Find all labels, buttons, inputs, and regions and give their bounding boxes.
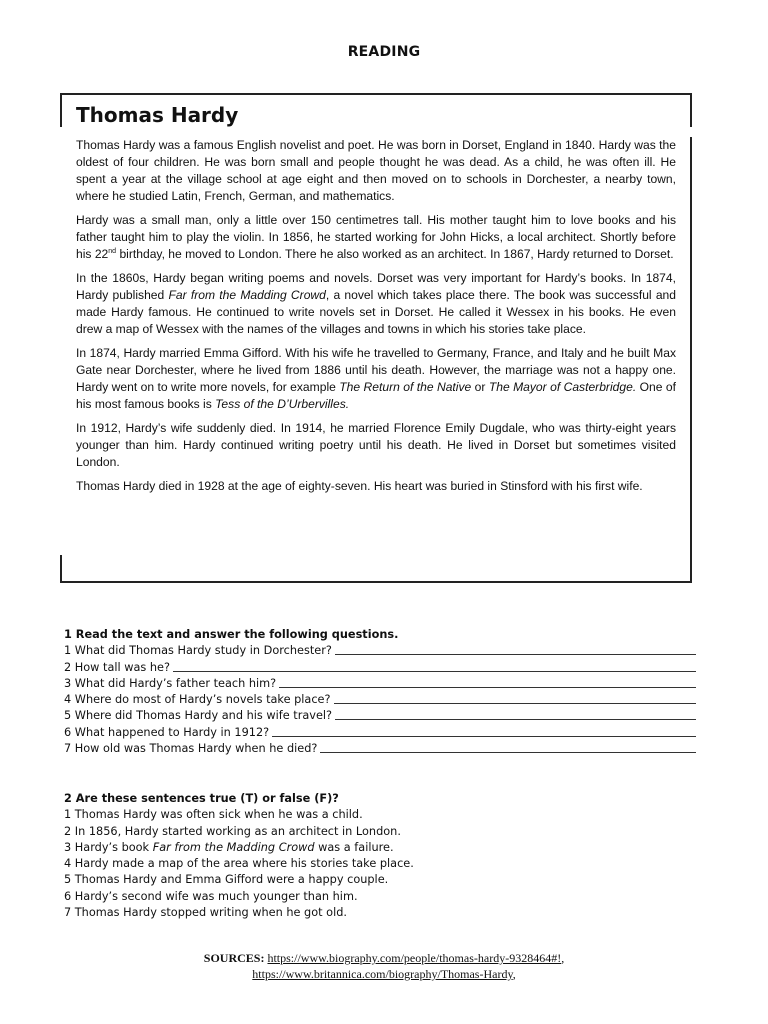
answer-line[interactable] (279, 676, 696, 688)
text-run: 3 Hardy’s book (64, 840, 153, 854)
sources (0, 950, 768, 982)
question-row (64, 676, 696, 692)
text-run: In 1874, Hardy married Emma Gifford. With his wife he travelled to Germany, France, and Italy and he built Max Gate near Dorchester, where he lived from 1886 until his death. However, the marriage was not a happy one. Hardy went on to write more novels, for example (76, 346, 676, 394)
sources-end: , (512, 967, 516, 981)
article-paragraph (76, 420, 676, 471)
answer-line[interactable] (272, 725, 696, 737)
true-false-item (64, 807, 696, 823)
true-false-item (64, 824, 696, 840)
text-run: In 1912, Hardy’s wife suddenly died. In 1914, he married Florence Emily Dugdale, who was thirty-eight years younger than him. Hardy continued writing poetry until his death. He lived in Dorset but sometimes visited London. (76, 421, 676, 469)
text-run: birthday, he moved to London. There he also worked as an architect. In 1867, Hardy returned to Dorset. (116, 247, 674, 261)
sources-label: SOURCES: (203, 951, 265, 965)
text-run: Hardy was a small man, only a little over 150 centimetres tall. His mother taught him to love books and his father taught him to play the violin. In 1856, he started working for John Hicks, a local architect. Shortly before his 22 (76, 213, 676, 261)
italic-title: The Mayor of Casterbridge. (488, 380, 637, 394)
box-border-right-bottom (690, 555, 692, 583)
exercise-1-title: 1 Read the text and answer the following questions. (64, 628, 399, 641)
true-false-item (64, 872, 696, 888)
sources-separator: , (561, 951, 565, 965)
text-run: 6 Hardy’s second wife was much younger than him. (64, 889, 358, 903)
question-row (64, 708, 696, 724)
box-border-left-bottom (60, 555, 62, 583)
text-run: 4 Hardy made a map of the area where his stories take place. (64, 857, 414, 871)
question-row (64, 725, 696, 741)
article-paragraph (76, 345, 676, 413)
italic-title: Far from the Madding Crowd (152, 840, 315, 854)
question-row (64, 643, 696, 659)
question-text: 1 What did Thomas Hardy study in Dorchester? (64, 644, 332, 658)
article-body (76, 137, 676, 502)
article-paragraph (76, 478, 676, 495)
text-run: Thomas Hardy was a famous English novelist and poet. He was born in Dorset, England in 1840. Hardy was the oldest of four children. He was born small and people thought he was dead. As a child, he was often ill. He spent a year at the village school at age eight and then moved on to schools in Dorchester, a nearby town, where he studied Latin, French, German, and mathematics. (76, 138, 676, 203)
article-box (60, 93, 692, 583)
source-link-britannica[interactable]: https://www.britannica.com/biography/Thomas-Hardy (252, 967, 513, 981)
box-border-top (60, 93, 692, 95)
article-paragraph (76, 137, 676, 205)
text-run: was a failure. (314, 840, 394, 854)
true-false-item (64, 856, 696, 872)
answer-line[interactable] (335, 708, 696, 720)
question-row (64, 692, 696, 708)
source-link-biography[interactable]: https://www.biography.com/people/thomas-hardy-9328464#! (267, 951, 562, 965)
text-run: , a novel which takes place there. The book was successful and made Hardy famous. He continued to write novels set in Dorset. He called it Wessex in his books. He even drew a map of Wessex with the names of the villages and towns in which his stories take place. (76, 288, 677, 336)
text-run: 7 Thomas Hardy stopped writing when he got old. (64, 906, 347, 920)
article-paragraph (76, 212, 676, 263)
question-text: 7 How old was Thomas Hardy when he died? (64, 742, 318, 756)
question-text: 2 How tall was he? (64, 660, 170, 674)
text-run: 2 In 1856, Hardy started working as an architect in London. (64, 824, 401, 838)
question-row (64, 660, 696, 676)
page-heading: READING (347, 44, 421, 60)
exercise-2 (64, 791, 696, 921)
question-text: 3 What did Hardy’s father teach him? (64, 676, 277, 690)
text-run: or (471, 380, 489, 394)
exercise-2-items (64, 807, 696, 921)
question-text: 5 Where did Thomas Hardy and his wife travel? (64, 709, 333, 723)
exercise-1 (64, 627, 696, 757)
box-border-bottom (60, 581, 692, 583)
italic-title: The Return of the Native (339, 380, 472, 394)
text-run: In the 1860s, Hardy began writing poems and novels. Dorset was very important for Hardy’s books. In 1874, Hardy published (76, 271, 676, 302)
box-border-right-top (690, 93, 692, 127)
true-false-item (64, 840, 696, 856)
answer-line[interactable] (173, 660, 696, 672)
superscript: nd (108, 248, 117, 255)
text-run: 5 Thomas Hardy and Emma Gifford were a happy couple. (64, 873, 389, 887)
answer-line[interactable] (334, 692, 696, 704)
text-run: 1 Thomas Hardy was often sick when he was a child. (64, 808, 363, 822)
answer-line[interactable] (320, 741, 696, 753)
article-paragraph (76, 270, 676, 338)
question-text: 4 Where do most of Hardy’s novels take place? (64, 693, 331, 707)
exercise-2-title: 2 Are these sentences true (T) or false (F)? (64, 792, 339, 805)
article-title: Thomas Hardy (76, 103, 239, 127)
italic-title: Far from the Madding Crowd (168, 288, 326, 302)
box-border-right-middle (690, 137, 692, 557)
text-run: One of his most famous books is (76, 380, 676, 411)
exercise-1-questions (64, 643, 696, 757)
question-text: 6 What happened to Hardy in 1912? (64, 725, 270, 739)
box-border-left-top (60, 93, 62, 127)
true-false-item (64, 889, 696, 905)
italic-title: Tess of the D’Urbervilles. (215, 397, 350, 411)
true-false-item (64, 905, 696, 921)
question-row (64, 741, 696, 757)
text-run: Thomas Hardy died in 1928 at the age of eighty-seven. His heart was buried in Stinsford with his first wife. (76, 479, 643, 493)
answer-line[interactable] (335, 643, 696, 655)
